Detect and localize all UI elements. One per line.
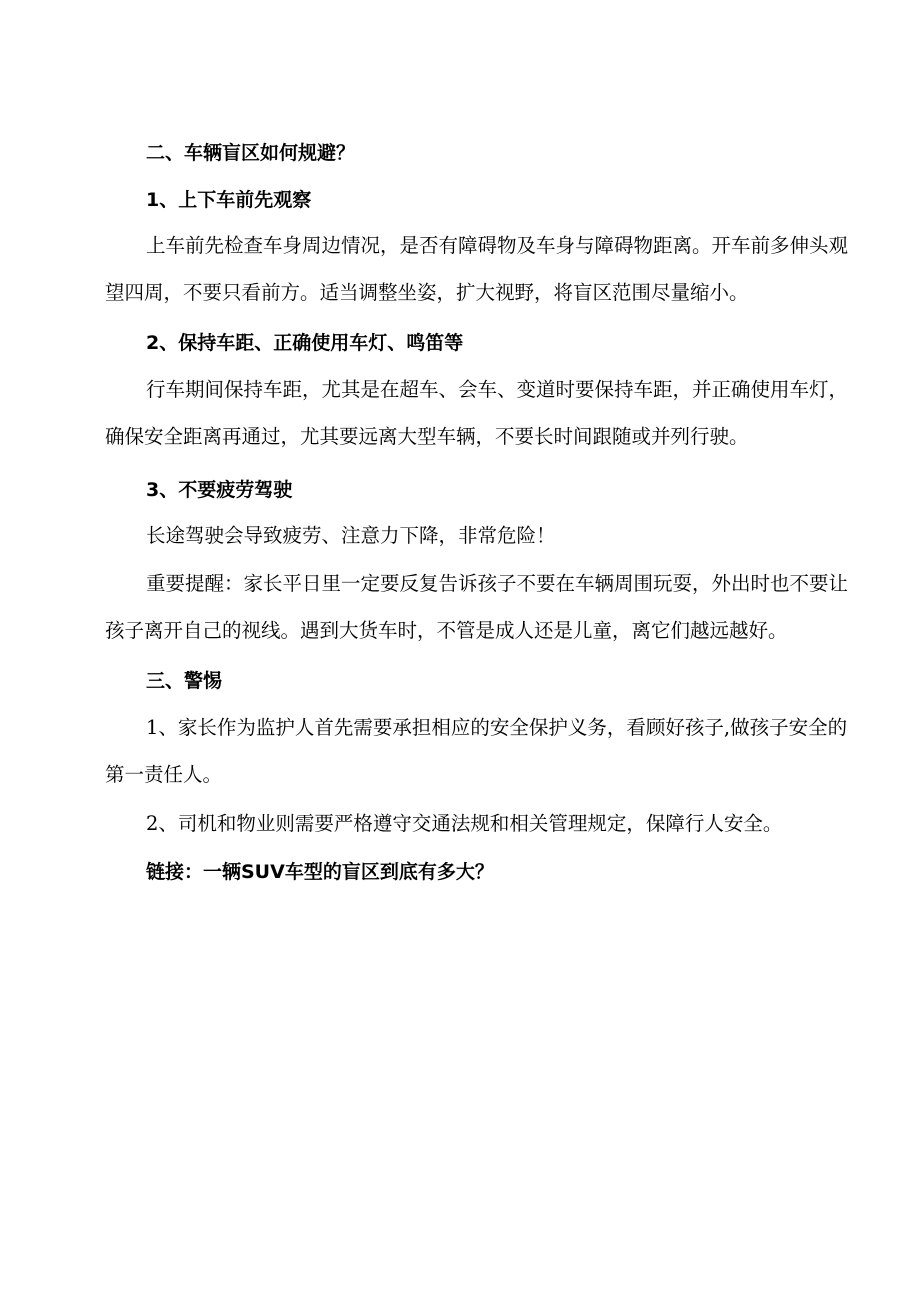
item2-paragraph: 行车期间保持车距，尤其是在超车、会车、变道时要保持车距，并正确使用车灯，确保安全距离再通过，尤其要远离大型车辆，不要长时间跟随或并列行驶。 (105, 378, 849, 448)
warning1-paragraph: 1、家长作为监护人首先需要承担相应的安全保护义务，看顾好孩子,做孩子安全的第一责任人。 (105, 716, 848, 786)
item3-paragraph: 长途驾驶会导致疲劳、注意力下降，非常危险！ (146, 524, 556, 547)
reminder-paragraph: 重要提醒：家长平日里一定要反复告诉孩子不要在车辆周围玩耍，外出时也不要让孩子离开自己的视线。遇到大货车时，不管是成人还是儿童，离它们越远越好。 (105, 572, 849, 642)
suv-blind-spot-link[interactable]: 链接：一辆SUV车型的盲区到底有多大？ (146, 861, 494, 883)
item1-heading: 1、上下车前先观察 (146, 189, 312, 211)
item1-paragraph: 上车前先检查车身周边情况，是否有障碍物及车身与障碍物距离。开车前多伸头观望四周，不要只看前方。适当调整坐姿，扩大视野，将盲区范围尽量缩小。 (105, 234, 849, 304)
item3-heading: 3、不要疲劳驾驶 (146, 479, 293, 501)
item2-heading: 2、保持车距、正确使用车灯、鸣笛等 (146, 332, 464, 354)
section3-heading: 三、警惕 (146, 670, 223, 692)
warning2-paragraph: 2、司机和物业则需要严格遵守交通法规和相关管理规定，保障行人安全。 (146, 812, 783, 835)
section2-heading: 二、车辆盲区如何规避？ (146, 142, 356, 164)
